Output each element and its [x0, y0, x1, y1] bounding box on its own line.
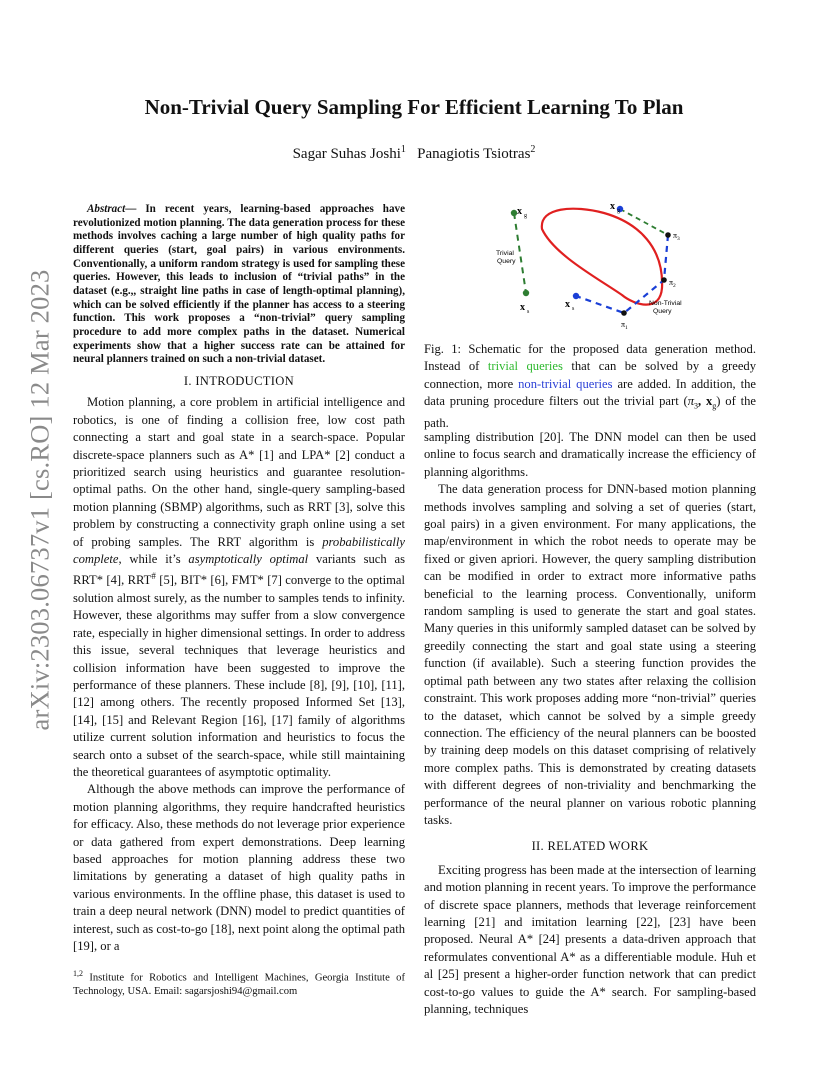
abstract-label: Abstract — [87, 203, 126, 215]
section-heading-related-work: II. RELATED WORK — [531, 839, 649, 854]
abstract — [73, 203, 405, 367]
footnote-affiliation: $^{1,2}$ Institute for Robotics and Intelligent Machines, Georgia Institute of Technology, USA. Email: sagarsjoshi94@gmail.com — [73, 969, 405, 997]
related-work-paragraph-1: Exciting progress has been made at the intersection of learning and motion planning in recent years. To improve the performance of discrete space planners, methods that leverage reinforcement learning [21] and imitation learning [22], [23] have been proposed. Neural A* [24] presents a data-driven approach that reformulates conventional A* as a differentiable module. Huh et al [25] present a higher-order function network that can predict cost-to-go values to guide the A* search. For sampling-based planning, techniques — [424, 862, 756, 1016]
nontrivial-label-line-2: Query — [653, 308, 672, 315]
section-heading-introduction: I. INTRODUCTION — [183, 373, 295, 388]
label-pi1: $\pi_1$ — [621, 320, 628, 331]
nontrivial-start-x: x — [565, 299, 570, 310]
intro-paragraph-1: Motion planning, a core problem in artificial intelligence and robotics, is one of finding a collision free, low cost path connecting a start and goal state in a search-space. Popular discrete-space planners such as A* [1] and LPA* [2] conduct a prioritized search using heuristics and guarantee resolution-optimal paths. On the other hand, single-query sampling-based motion planning (SBMP) algorithms, such as RRT [3], solve this problem by constructing a connectivity graph online using a set of probing samples. The RRT algorithm is probabilistically complete, while it’s asymptotically optimal variants such as RRT* [4], RRT# [5], BIT* [6], FMT* [7] converge to the optimal solution almost surely, as the number to samples tends to infinity. However, these algorithms may suffer from a slow convergence rate, especially in higher dimensional settings. In order to address this issue, several techniques that leverage heuristics and collision information have been suggested to improve the performance of these planners. These include [8], [9], [10], [11], [12] among others. The recently proposed Informed Set [13], [14], [15] and Relevant Region [16], [17] family of algorithms utilize current solution information and heuristics to focus the search onto a subset of the search-space, while still maintaining the theoretical guarantees of asymptotic optimality. — [73, 395, 406, 779]
paper-title: Non-Trivial Query Sampling For Efficient Learning To Plan — [144, 95, 684, 119]
authors-line — [60, 144, 768, 163]
nontrivial-label-line-1: Non-Trivial — [649, 300, 682, 307]
left-column — [73, 203, 405, 955]
author-2: Panagiotis Tsiotras — [417, 146, 531, 162]
right-column — [424, 429, 756, 1018]
trivial-query-edge — [514, 213, 526, 293]
waypoint-pi2 — [661, 277, 667, 283]
label-pi2: $\pi_2$ — [669, 278, 676, 289]
nontrivial-start-node — [573, 293, 579, 299]
trivial-goal-sub: g — [524, 213, 527, 219]
trivial-start-x: x — [520, 302, 525, 313]
right-paragraph-1: sampling distribution [20]. The DNN model can then be used online to focus search and dramatically increase the efficiency of planning algorithms. — [424, 430, 756, 479]
caption-trivial-queries: trivial queries — [487, 359, 563, 374]
figure-1-schematic — [424, 193, 756, 341]
trivial-start-sub: s — [527, 309, 530, 315]
author-2-affil: 2 — [530, 144, 536, 155]
obstacle-region — [542, 209, 662, 305]
trivial-start-node — [523, 290, 529, 296]
nontrivial-goal-sub: g — [617, 208, 620, 214]
arxiv-sidebar-stamp — [22, 270, 58, 730]
author-1-affil: 1 — [400, 144, 406, 155]
trivial-label-line-1: Trivial — [496, 250, 514, 257]
abstract-text: — In recent years, learning-based approaches have revolutionized motion planning. The data generation process for these methods involves caching a large number of high quality paths for different queries (start, goal pairs) in various environments. Conventionally, a uniform random strategy is used for sampling these queries. However, this leads to inclusion of “trivial paths” in the dataset (e.g.,, straight line paths in case of length-optimal planning), which can be solved efficiently if the planner has access to a steering function. This work proposes a “non-trivial” query sampling procedure to add more complex paths in the dataset. Numerical experiments show that a higher success rate can be attained for neural planners trained on such a non-trivial dataset. — [73, 203, 405, 366]
label-pi3: $\pi_3$ — [673, 231, 680, 242]
figure-1-caption: Fig. 1: Schematic for the proposed data generation method. Instead of trivial queries that can be solved by a greedy connection, more non-trivial queries are added. In addition, the data pruning procedure filters out the trivial part ($\pi_3$, $x_g$) of the path. — [424, 342, 757, 431]
waypoint-pi3 — [665, 232, 671, 238]
arxiv-identifier: arXiv:2303.06737v1 [cs.RO] 12 Mar 2023 — [24, 269, 55, 731]
caption-nontrivial-queries: non-trivial queries — [518, 376, 613, 391]
waypoint-pi1 — [621, 310, 627, 316]
nontrivial-start-sub: s — [572, 306, 575, 312]
trivial-label-line-2: Query — [497, 258, 516, 265]
nontrivial-goal-x: x — [610, 201, 615, 212]
intro-paragraph-2: Although the above methods can improve the performance of motion planning algorithms, they require handcrafted heuristics for efficacy. Also, these methods do not leverage prior experience or data gathered from expert demonstrations. Deep learning based approaches for motion planning address these two limitations by generating a dataset of high quality paths in various environments. In the offline phase, this dataset is used to train a deep neural network (DNN) model to predict quantities of interest, such as cost-to-go [18], next point along the optimal path [19], or a — [73, 782, 405, 954]
trivial-goal-x: x — [517, 206, 522, 217]
author-1: Sagar Suhas Joshi — [292, 146, 401, 162]
right-paragraph-2: The data generation process for DNN-based motion planning methods involves sampling and solving a set of queries (start, goal pairs) in a given environment. For many applications, the map/environment in which the robot needs to operate may be fixed or given apriori. However, the query sampling distribution can be modified in order to extract more informative paths beneficial to the learning process. Conventionally, uniform random sampling is used to generate the start and goal states. Many queries in this uniformly sampled dataset can be solved by greedily connecting the start and goal state using a steering function (if available). Such a steering function provides the optimal path between any two states after relaxing the collision constraint. This work proposes adding more “non-trivial” queries to the dataset, which cannot be solved by a simple greedy connection. The efficiency of the neural planners can be boosted by training deep models on this dataset comprising of relatively more complex paths. This is demonstrated by creating datasets with different degrees of non-triviality and benchmarking the performance of the neural planner on various robotic planning tasks. — [424, 482, 756, 827]
